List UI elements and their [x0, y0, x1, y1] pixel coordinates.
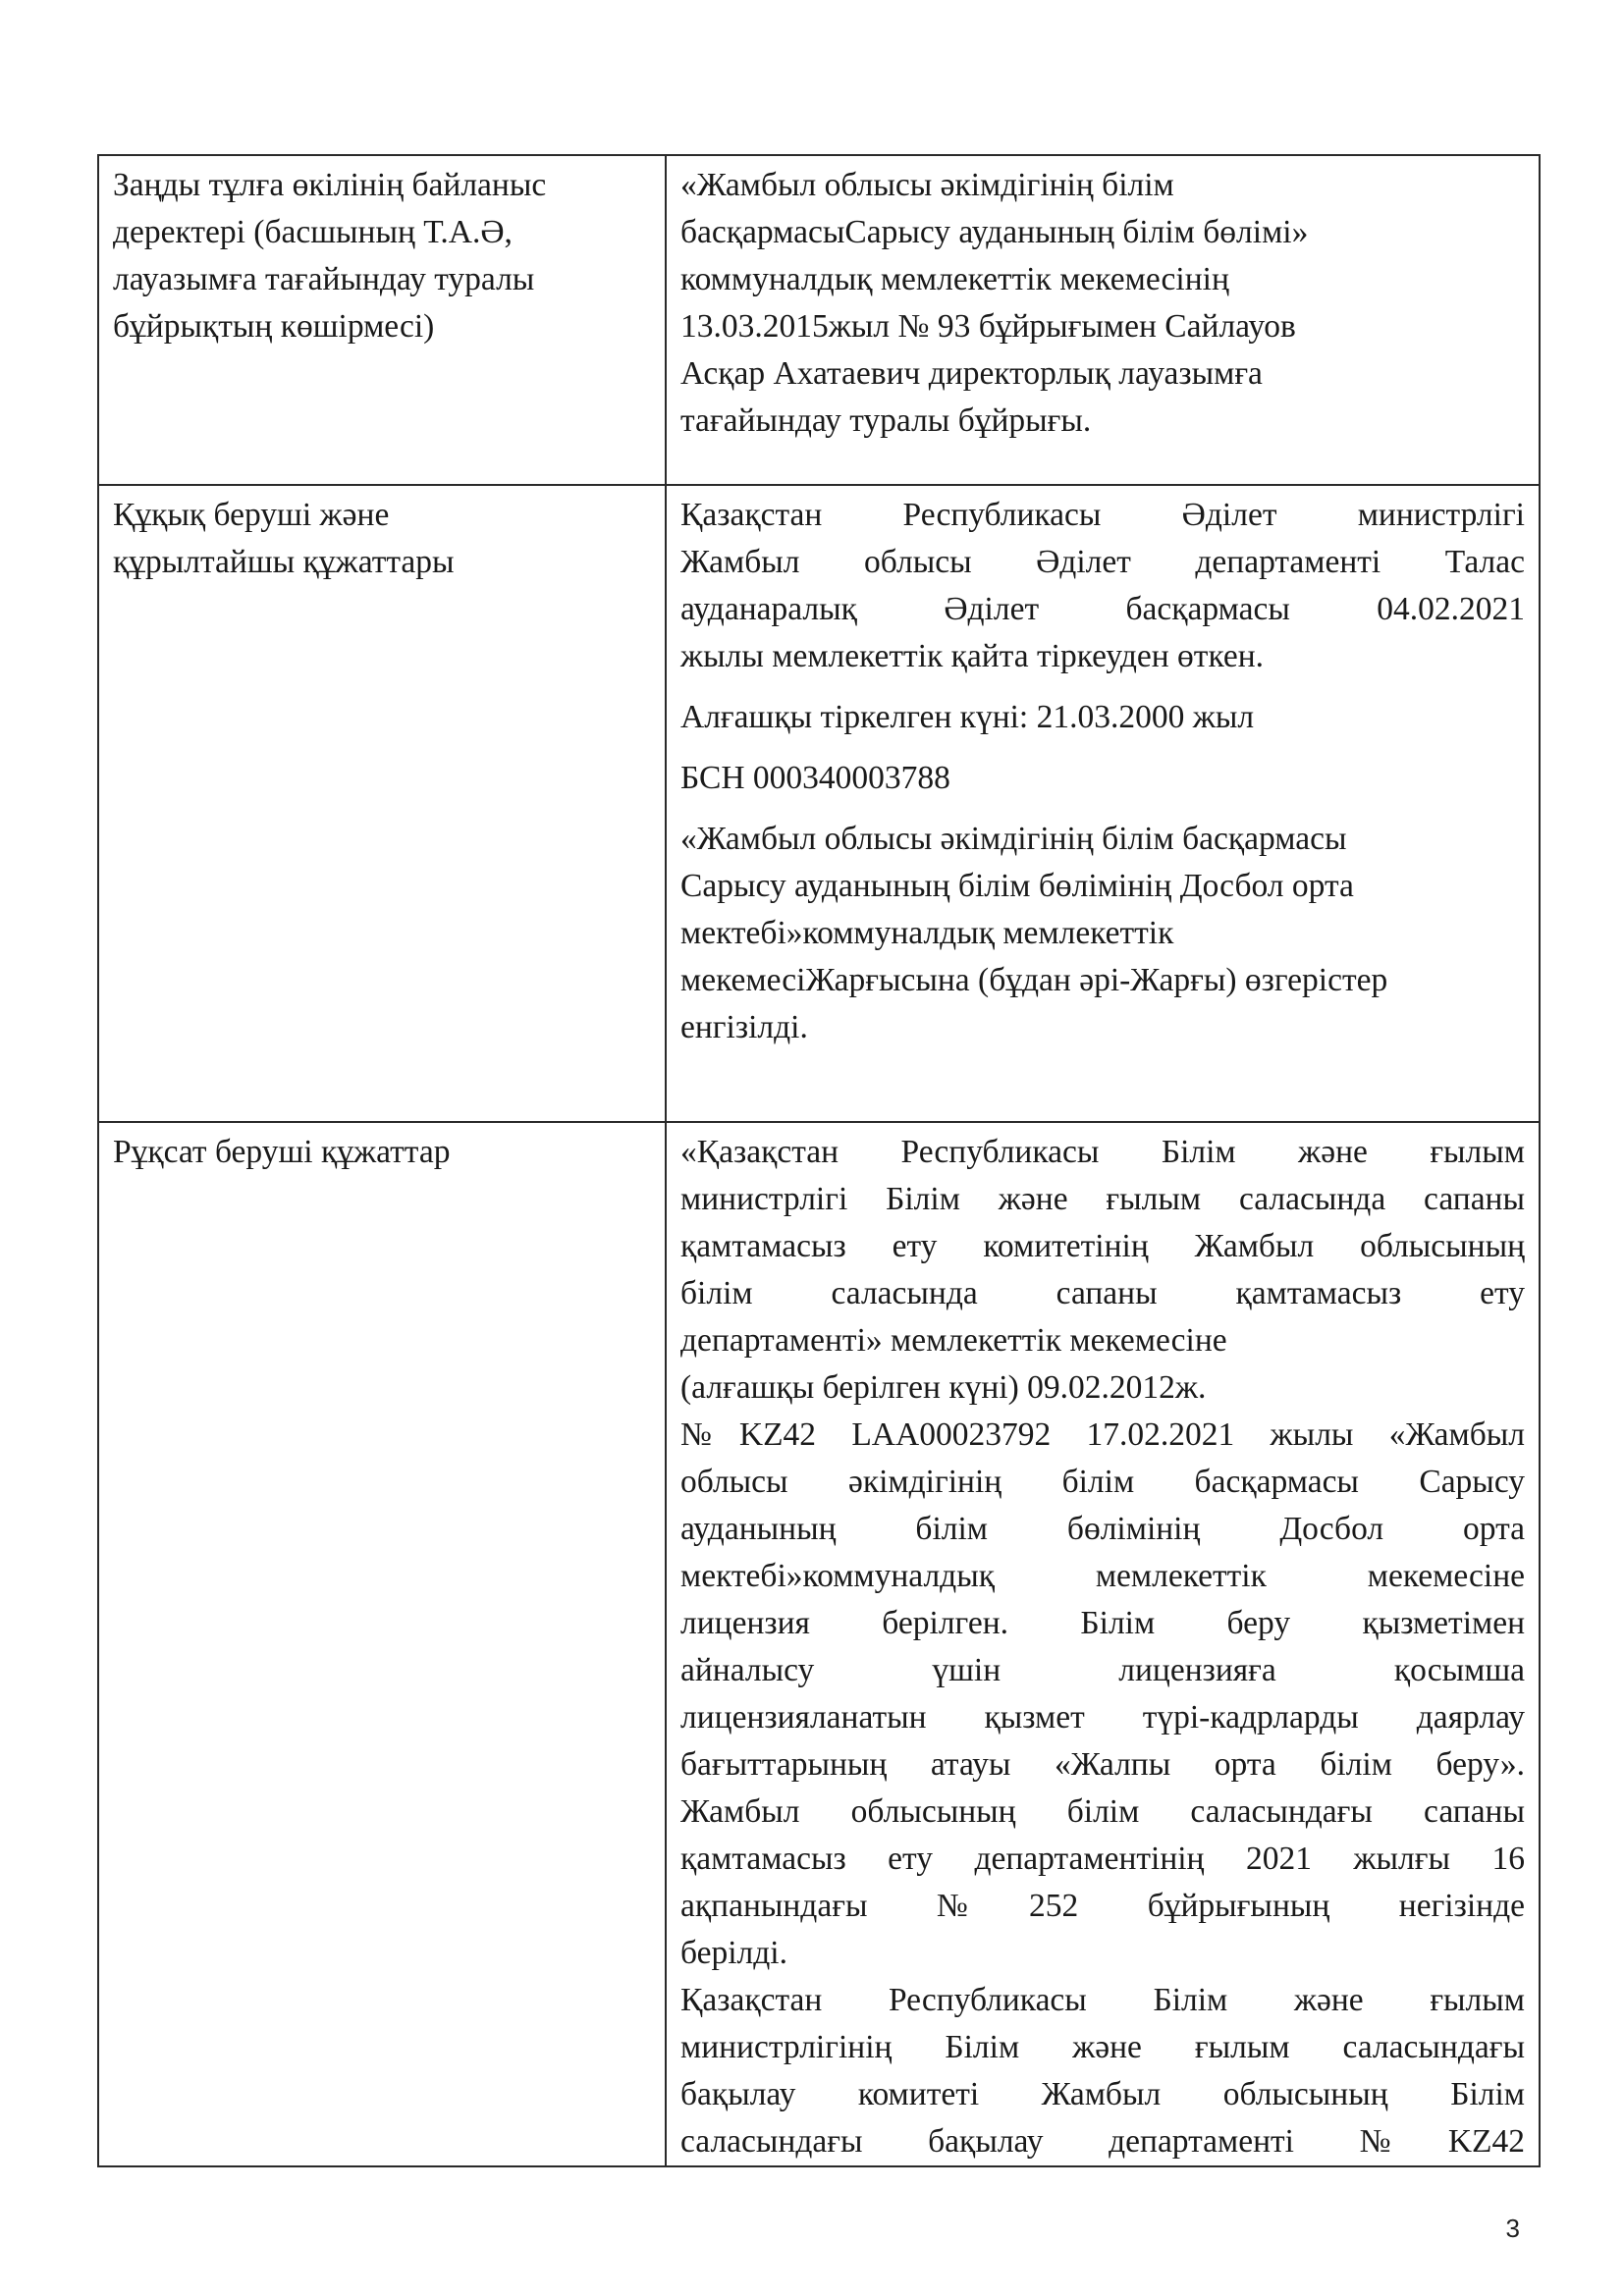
- label-cell-founding-documents: [98, 485, 666, 1122]
- content-line: Жамбыл облысы Әділет департаменті Талас: [680, 544, 1525, 580]
- content-line: Жамбыл облысының білім саласындағы сапаны: [680, 1793, 1525, 1830]
- info-table: [97, 154, 1541, 2167]
- content-line: бағыттарының атауы «Жалпы орта білім беру».: [680, 1746, 1525, 1783]
- content-line: басқармасыСарысу ауданының білім бөлімі»: [680, 214, 1309, 250]
- label-cell-permits: [98, 1122, 666, 2166]
- content-line: қамтамасыз ету комитетінің Жамбыл облысының: [680, 1228, 1525, 1264]
- content-line: бақылау комитеті Жамбыл облысының Білім: [680, 2076, 1525, 2112]
- content-line: енгізілді.: [680, 1009, 808, 1045]
- content-line: мектебі»коммуналдық мемлекеттік мекемесіне: [680, 1558, 1525, 1594]
- content-line: берілді.: [680, 1935, 787, 1971]
- content-line: қамтамасыз ету департаментінің 2021 жылғы 16: [680, 1841, 1525, 1877]
- content-line: Сарысу ауданының білім бөлімінің Досбол орта: [680, 868, 1354, 904]
- content-line: Қазақстан Республикасы Әділет министрлігі: [680, 497, 1525, 533]
- content-cell-registration: [666, 485, 1540, 1122]
- content-line: министрлігінің Білім және ғылым саласындағы: [680, 2029, 1525, 2065]
- content-line: білім саласында сапаны қамтамасыз ету: [680, 1275, 1525, 1311]
- content-line: ауданаралық Әділет басқармасы 04.02.2021: [680, 591, 1525, 627]
- first-registered-date: Алғашқы тіркелген күні: 21.03.2000 жыл: [680, 699, 1255, 735]
- table-row: [98, 485, 1540, 1122]
- content-line: 13.03.2015жыл № 93 бұйрығымен Сайлауов: [680, 308, 1296, 345]
- label-cell-contact-details: [98, 155, 666, 485]
- content-line: коммуналдық мемлекеттік мекемесінің: [680, 261, 1229, 297]
- content-line: Асқар Ахатаевич директорлық лауазымға: [680, 355, 1263, 392]
- content-cell-license: [666, 1122, 1540, 2166]
- content-line: ауданының білім бөлімінің Досбол орта: [680, 1511, 1525, 1547]
- label-line: құрылтайшы құжаттары: [113, 544, 455, 580]
- label-line: деректері (басшының Т.А.Ә,: [113, 214, 513, 250]
- content-line: департаменті» мемлекеттік мекемесіне: [680, 1322, 1227, 1359]
- label-line: Рұқсат беруші құжаттар: [113, 1134, 451, 1170]
- content-line: Қазақстан Республикасы Білім және ғылым: [680, 1982, 1525, 2018]
- content-line: саласындағы бақылау департаменті №KZ42: [680, 2123, 1525, 2160]
- page-number: 3: [1505, 2214, 1520, 2243]
- content-cell-director-appointment: [666, 155, 1540, 485]
- label-line: лауазымға тағайындау туралы: [113, 261, 535, 297]
- table-row: [98, 1122, 1540, 2166]
- content-line: «Жамбыл облысы әкімдігінің білім: [680, 167, 1174, 203]
- content-line: тағайындау туралы бұйрығы.: [680, 402, 1092, 439]
- content-line: облысы әкімдігінің білім басқармасы Сарысу: [680, 1464, 1525, 1500]
- content-line: лицензия берілген. Білім беру қызметімен: [680, 1605, 1525, 1641]
- content-line: «Қазақстан Республикасы Білім және ғылым: [680, 1134, 1525, 1170]
- label-line: бұйрықтың көшірмесі): [113, 308, 435, 345]
- content-line: лицензияланатын қызмет түрі-кадрларды даярлау: [680, 1699, 1525, 1735]
- content-line: «Жамбыл облысы әкімдігінің білім басқармасы: [680, 821, 1347, 857]
- content-line: жылы мемлекеттік қайта тіркеуден өткен.: [680, 638, 1265, 674]
- content-line: айналысу үшін лицензияға қосымша: [680, 1652, 1525, 1688]
- content-line: мекемесіЖарғысына (бұдан әрі-Жарғы) өзгерістер: [680, 962, 1388, 998]
- label-line: Заңды тұлға өкілінің байланыс: [113, 167, 547, 203]
- content-line: ақпанындағы №252 бұйрығының негізінде: [680, 1888, 1525, 1924]
- content-line: министрлігі Білім және ғылым саласында сапаны: [680, 1181, 1525, 1217]
- bin-number: БСН 000340003788: [680, 760, 950, 796]
- table-row: [98, 155, 1540, 485]
- label-line: Құқық беруші және: [113, 497, 390, 533]
- content-line: №KZ42 LAA00023792 17.02.2021 жылы «Жамбыл: [680, 1416, 1525, 1453]
- content-line: (алғашқы берілген күні) 09.02.2012ж.: [680, 1369, 1207, 1406]
- content-line: мектебі»коммуналдық мемлекеттік: [680, 915, 1174, 951]
